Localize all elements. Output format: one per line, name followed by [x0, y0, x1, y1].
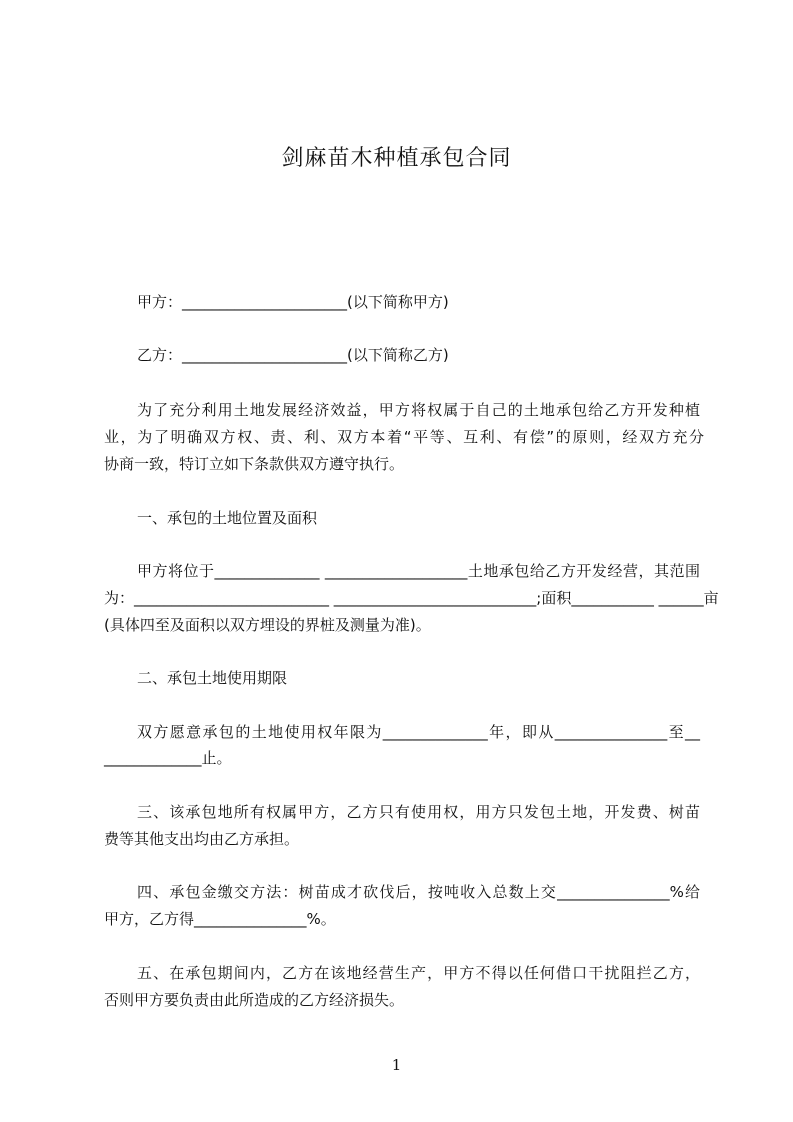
clause-4-line-1: 四、承包金缴交方法：树苗成才砍伐后，按吨收入总数上交_______________%给 — [137, 883, 700, 901]
clause-2-line-1: 双方愿意承包的土地使用权年限为______________年，即从_______________至__ — [137, 723, 700, 741]
clause-2-line-2: _____________止。 — [104, 749, 232, 767]
clause-4-line-2: 甲方，乙方得_______________%。 — [104, 910, 336, 928]
section-heading-1: 一、承包的土地位置及面积 — [137, 509, 318, 527]
clause-1-line-1: 甲方将位于______________ ___________________土地承包给乙方开发经营，其范围 — [137, 562, 700, 580]
clause-3-line-2: 费等其他支出均由乙方承担。 — [104, 830, 300, 848]
page-number: 1 — [391, 1056, 402, 1074]
preamble-line-1: 为了充分利用土地发展经济效益，甲方将权属于自己的土地承包给乙方开发种植 — [137, 401, 700, 419]
clause-1-line-3: (具体四至及面积以双方埋设的界桩及测量为准)。 — [104, 616, 431, 634]
section-heading-2: 二、承包土地使用期限 — [137, 669, 288, 687]
clause-5-line-2: 否则甲方要负责由此所造成的乙方经济损失。 — [104, 991, 405, 1009]
party-b-line: 乙方：______________________(以下简称乙方) — [137, 346, 449, 364]
preamble-line-3: 协商一致，特订立如下条款供双方遵守执行。 — [104, 455, 405, 473]
party-a-line: 甲方：______________________(以下简称甲方) — [137, 293, 449, 311]
clause-1-line-2: 为：__________________________ ___________________________;面积___________ ______亩 — [104, 589, 719, 607]
preamble-line-2: 业，为了明确双方权、责、利、双方本着“平等、互利、有偿”的原则，经双方充分 — [104, 428, 704, 446]
clause-5-line-1: 五、在承包期间内，乙方在该地经营生产，甲方不得以任何借口干扰阻拦乙方， — [137, 964, 700, 982]
clause-3-line-1: 三、该承包地所有权属甲方，乙方只有使用权，用方只发包土地，开发费、树苗 — [137, 803, 700, 821]
document-title: 剑麻苗木种植承包合同 — [281, 146, 512, 171]
